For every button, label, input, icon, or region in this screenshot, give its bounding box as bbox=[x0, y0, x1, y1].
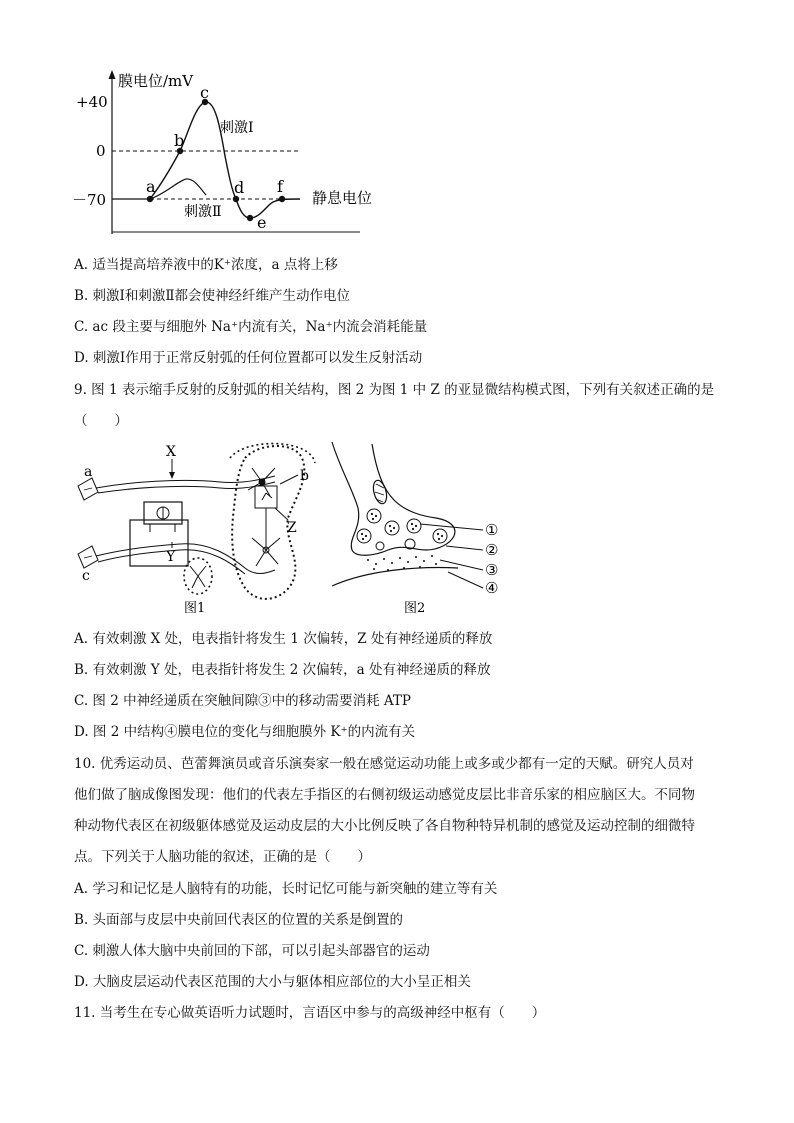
presynaptic-terminal bbox=[332, 442, 455, 555]
q9-option-c: C. 图 2 中神经递质在突触间隙③中的移动需要消耗 ATP bbox=[74, 693, 411, 709]
q8-option-a: A. 适当提高培养液中的K⁺浓度，a 点将上移 bbox=[74, 257, 338, 273]
q9-stem-line1: 9. 图 1 表示缩手反射的反射弧的相关结构，图 2 为图 1 中 Z 的亚显微结构模式图，下列有关叙述正确的是 bbox=[74, 382, 715, 398]
synapse-figure bbox=[328, 438, 518, 618]
fig2-label-3: ③ bbox=[485, 561, 499, 579]
q8-option-c: C. ac 段主要与细胞外 Na⁺内流有关，Na⁺内流会消耗能量 bbox=[74, 319, 428, 335]
fig2-caption: 图2 bbox=[404, 601, 426, 616]
q9-stem-line2: （ ） bbox=[74, 413, 128, 429]
fig2-label-1: ① bbox=[485, 521, 499, 539]
q9-option-d: D. 图 2 中结构④膜电位的变化与细胞膜外 K⁺的内流有关 bbox=[74, 724, 416, 740]
q11-stem: 11. 当考生在专心做英语听力试题时，言语区中参与的高级神经中枢有（ ） bbox=[74, 1005, 546, 1021]
point-e-dot bbox=[247, 215, 253, 221]
q9-option-b: B. 有效刺激 Y 处，电表指针将发生 2 次偏转，a 处有神经递质的释放 bbox=[74, 662, 491, 678]
q10-option-c: C. 刺激人体大脑中央前回的下部，可以引起头部器官的运动 bbox=[74, 943, 430, 959]
subthreshold-curve bbox=[150, 179, 206, 199]
tick-plus40: +40 bbox=[76, 93, 108, 111]
label-c: c bbox=[200, 83, 209, 102]
q10-stem-line1: 10. 优秀运动员、芭蕾舞演员或音乐演奏家一般在感觉运动功能上或多或少都有一定的天赋。研究人员对 bbox=[74, 756, 694, 772]
q10-stem-line4: 点。下列关于人脑功能的叙述，正确的是（ ） bbox=[74, 849, 371, 865]
fig1-label-z: Z bbox=[287, 520, 297, 536]
fig2-label-4: ④ bbox=[485, 579, 499, 597]
tick-0: 0 bbox=[96, 142, 106, 160]
label-stim2: 刺激Ⅱ bbox=[184, 204, 222, 220]
fig1-label-b: b bbox=[300, 468, 309, 484]
fig1-label-y: Y bbox=[166, 549, 176, 565]
label-f: f bbox=[277, 177, 283, 196]
fig1-label-c: c bbox=[82, 568, 90, 584]
q8-option-d: D. 刺激Ⅰ作用于正常反射弧的任何位置都可以发生反射活动 bbox=[74, 350, 423, 366]
postsynaptic-membrane bbox=[332, 568, 458, 586]
fig2-label-2: ② bbox=[485, 541, 499, 559]
q9-option-a: A. 有效刺激 X 处，电表指针将发生 1 次偏转，Z 处有神经递质的释放 bbox=[74, 631, 493, 647]
fig1-label-a: a bbox=[84, 464, 93, 480]
label-b: b bbox=[174, 131, 185, 150]
q10-option-a: A. 学习和记忆是人脑特有的功能，长时记忆可能与新突触的建立等有关 bbox=[74, 881, 498, 897]
neurotransmitter-dots bbox=[367, 555, 437, 571]
point-f-dot bbox=[279, 196, 285, 202]
membrane-potential-graph bbox=[60, 66, 400, 238]
label-stim1: 刺激Ⅰ bbox=[220, 120, 254, 136]
point-a-dot bbox=[147, 196, 153, 202]
q10-stem-line2: 他们做了脑成像图发现：他们的代表左手指区的右侧初级运动感觉皮层比非音乐家的相应脑区大。不同物 bbox=[74, 787, 695, 803]
q10-option-b: B. 头面部与皮层中央前回代表区的位置的关系是倒置的 bbox=[74, 912, 404, 928]
fig1-label-x: X bbox=[166, 444, 176, 460]
fig1-caption: 图1 bbox=[184, 601, 206, 616]
label-a: a bbox=[146, 177, 156, 196]
label-e: e bbox=[257, 213, 267, 232]
q10-stem-line3: 种动物代表区在初级躯体感觉及运动皮层的大小比例反映了各自物种特异机制的感觉及运动控制的细微特 bbox=[74, 818, 695, 834]
q10-option-d: D. 大脑皮层运动代表区范围的大小与躯体相应部位的大小呈正相关 bbox=[74, 974, 471, 990]
label-d: d bbox=[234, 178, 245, 197]
y-axis-label: 膜电位/mV bbox=[118, 72, 194, 90]
q8-option-b: B. 刺激Ⅰ和刺激Ⅱ都会使神经纤维产生动作电位 bbox=[74, 288, 351, 304]
reflex-arc-figure bbox=[70, 438, 340, 618]
mitochondrion bbox=[371, 479, 389, 505]
tick-minus70: －70 bbox=[72, 191, 107, 209]
efferent-nerve bbox=[96, 544, 275, 574]
label-resting: 静息电位 bbox=[312, 189, 373, 207]
y-axis-arrow bbox=[109, 70, 116, 79]
